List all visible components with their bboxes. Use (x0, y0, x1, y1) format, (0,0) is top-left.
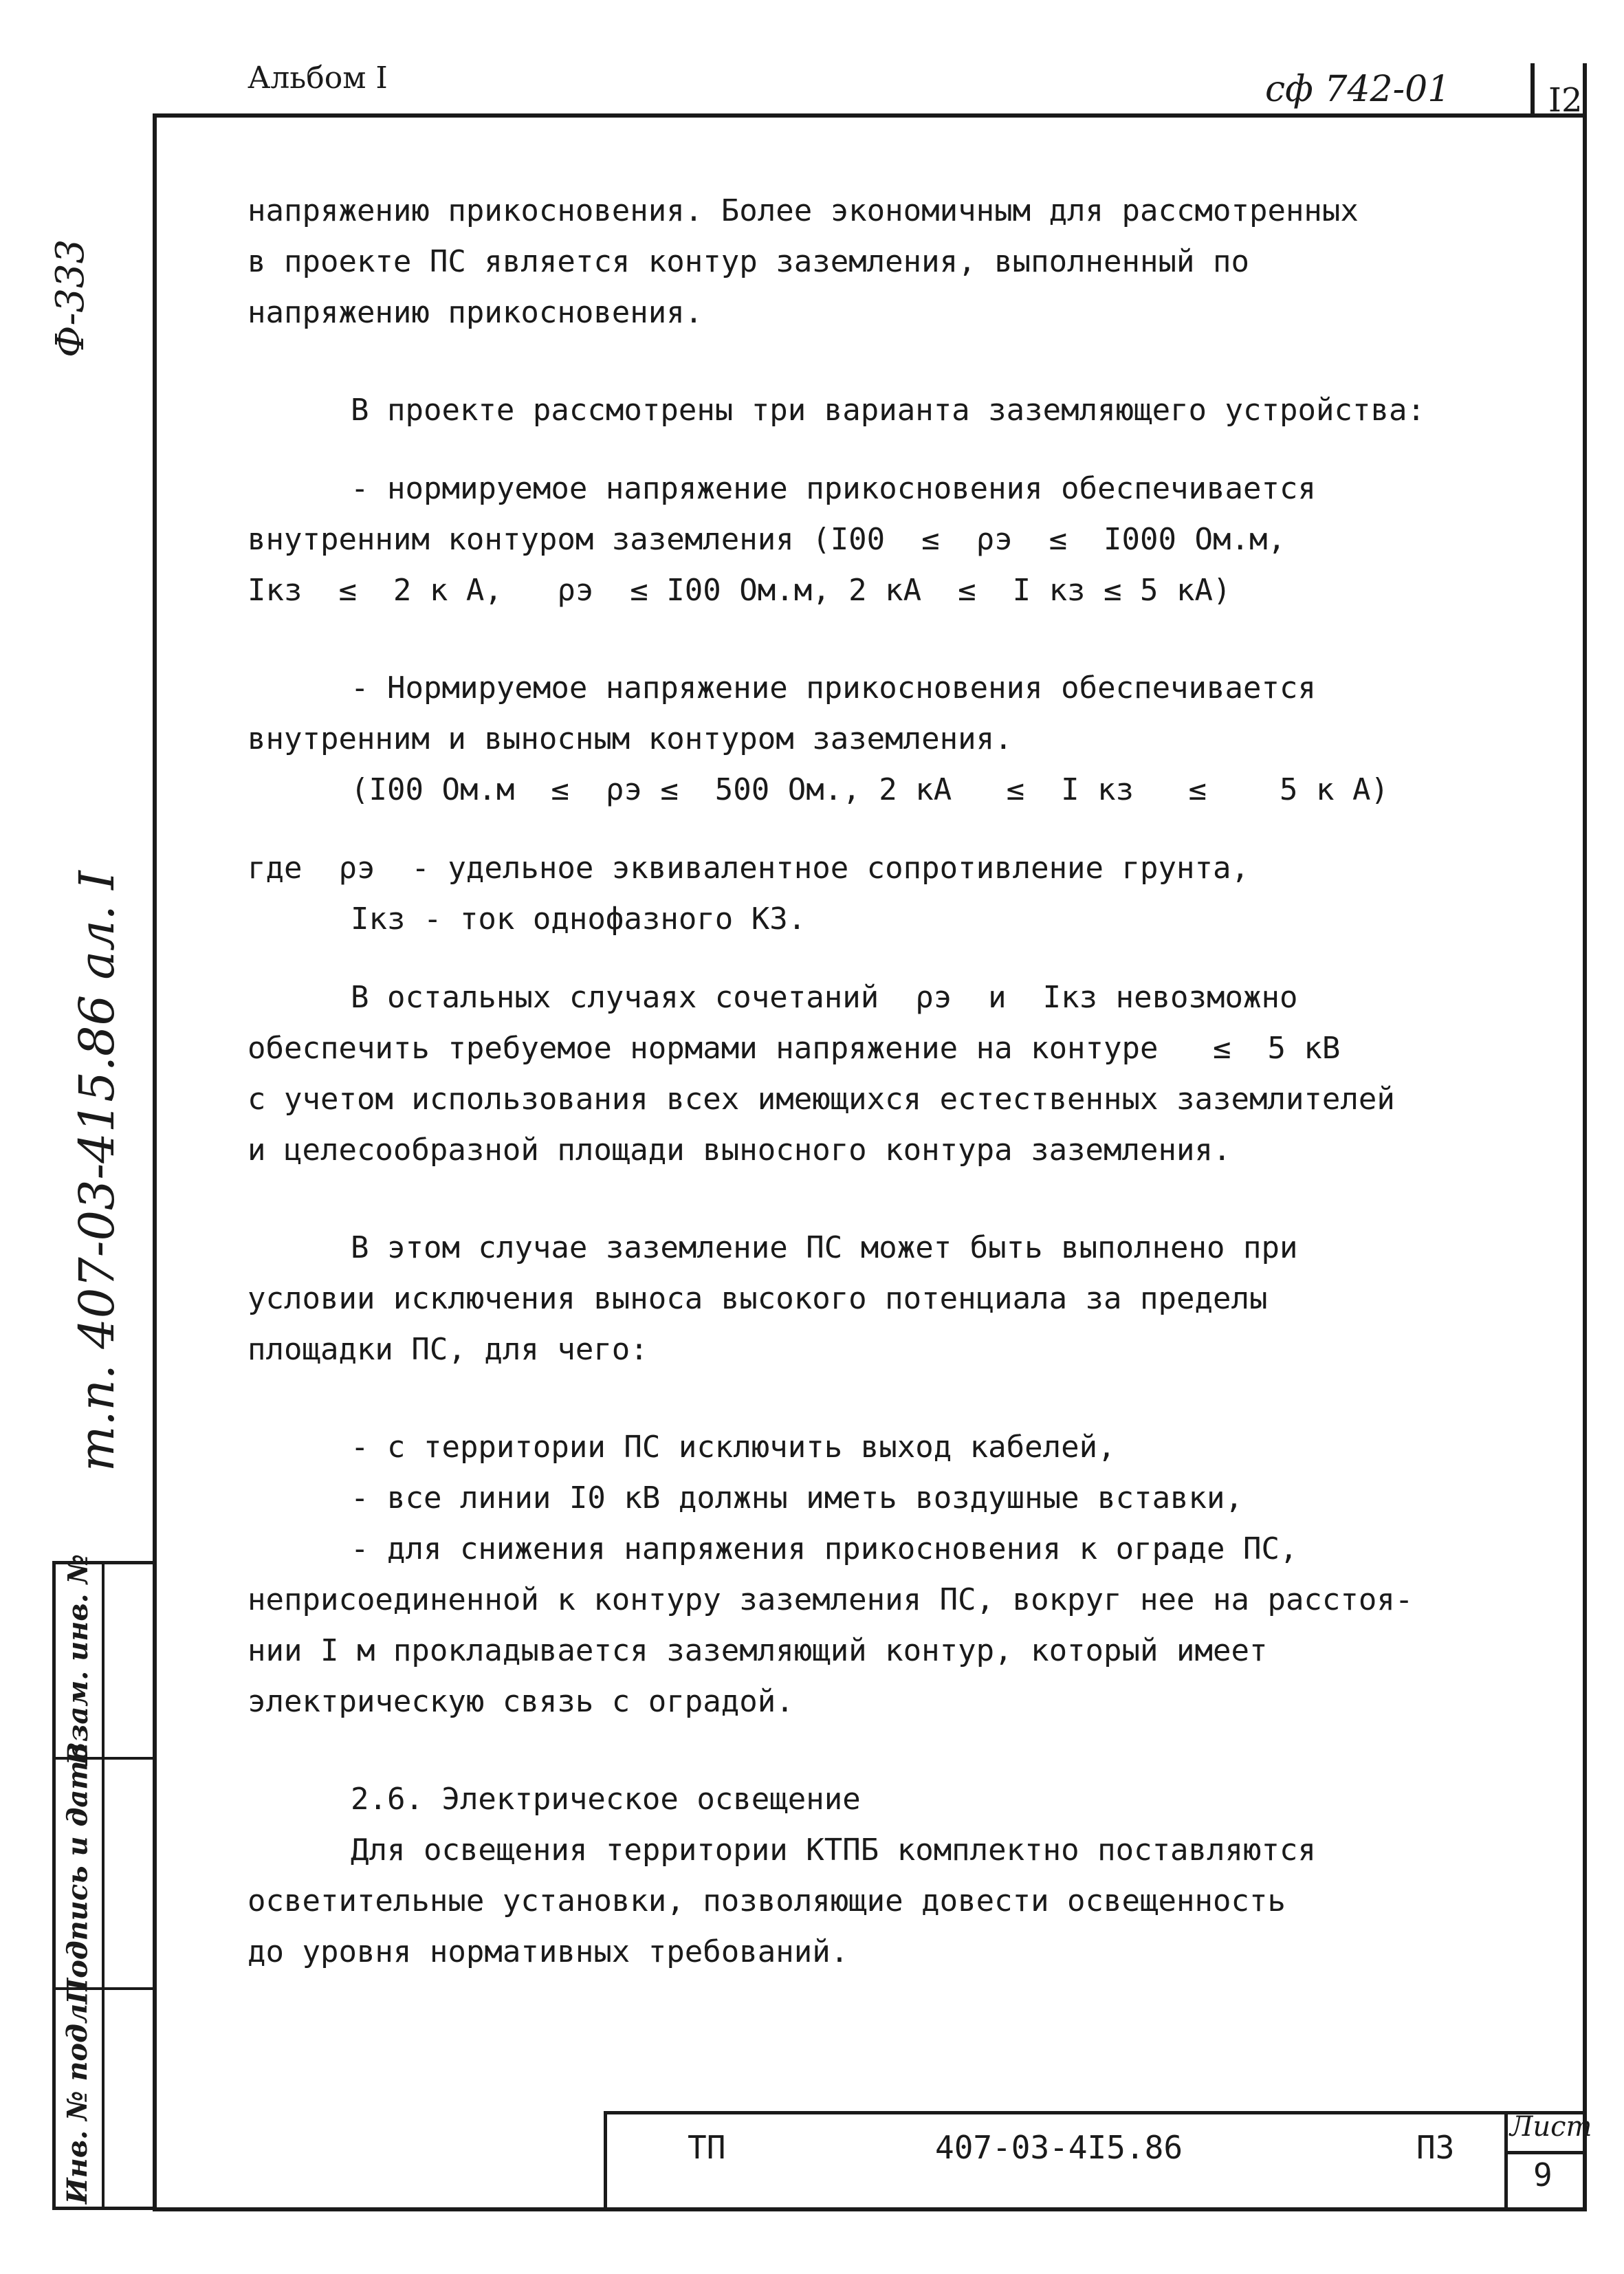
title-block-sheet-label: Лист (1510, 2111, 1592, 2143)
text-line: Iкз - ток однофазного КЗ. (351, 901, 806, 937)
text-line: условии исключения выноса высокого потенциала за пределы (248, 1281, 1268, 1316)
text-line: напряжению прикосновения. Более экономичным для рассмотренных (248, 193, 1359, 228)
sheet-number-separator (1530, 63, 1535, 117)
text-line: электрическую связь с оградой. (248, 1684, 794, 1719)
text-line: где ρэ - удельное эквивалентное сопротивление грунта, (248, 851, 1249, 886)
text-line: площадки ПС, для чего: (248, 1332, 648, 1367)
text-line: внутренним контуром заземления (I00 ≤ ρэ ≤ I000 Ом.м, (248, 522, 1286, 557)
margin-stamp-divider (102, 1561, 105, 2210)
text-line: Iкз ≤ 2 к А, ρэ ≤ I00 Ом.м, 2 кА ≤ I кз ≤ 5 кА) (248, 573, 1231, 608)
document-body (248, 186, 1574, 1978)
stamp-cell-inventory: Инв. № подл. (61, 1993, 94, 2204)
text-line: (I00 Ом.м ≤ ρэ ≤ 500 Ом., 2 кА ≤ I кз ≤ 5 к А) (351, 772, 1389, 807)
text-line: в проекте ПС является контур заземления, выполненный по (248, 244, 1249, 279)
title-block-tp: ТП (688, 2129, 726, 2166)
frame-right-border (1583, 63, 1587, 2211)
text-line: до уровня нормативных требований. (248, 1934, 849, 1969)
title-block-divider (1504, 2151, 1587, 2154)
text-line: - все линии I0 кВ должны иметь воздушные вставки, (351, 1480, 1244, 1516)
album-label: Альбом I (248, 61, 388, 96)
stamp-cell-replacement: Взам. инв. № (61, 1554, 94, 1765)
section-heading: 2.6. Электрическое освещение (351, 1782, 861, 1817)
title-block-page-number: 9 (1533, 2156, 1552, 2194)
frame-left-border (153, 113, 157, 2211)
text-line: - с территории ПС исключить выход кабелей, (351, 1430, 1116, 1465)
project-code-margin: т.п. 407-03-415.86 ал. I (69, 871, 125, 1472)
text-line: неприсоединенной к контуру заземления ПС, вокруг нее на расстоя- (248, 1582, 1414, 1617)
text-line: и целесообразной площади выносного контура заземления. (248, 1133, 1231, 1168)
form-code: Ф-333 (48, 239, 93, 358)
text-line: Для освещения территории КТПБ комплектно поставляются (351, 1833, 1316, 1868)
text-line: с учетом использования всех имеющихся естественных заземлителей (248, 1082, 1395, 1117)
text-line: - для снижения напряжения прикосновения к ограде ПС, (351, 1531, 1298, 1566)
text-line: - нормируемое напряжение прикосновения обеспечивается (351, 471, 1316, 506)
text-line: осветительные установки, позволяющие довести освещенность (248, 1883, 1286, 1918)
text-line: В этом случае заземление ПС может быть выполнено при (351, 1230, 1298, 1265)
text-line: - Нормируемое напряжение прикосновения обеспечивается (351, 670, 1316, 706)
text-line: нии I м прокладывается заземляющий контур, который имеет (248, 1633, 1268, 1668)
text-line: обеспечить требуемое нормами напряжение на контуре ≤ 5 кВ (248, 1031, 1341, 1066)
stamp-cell-signature: Подпись и дата (61, 1742, 94, 2004)
title-block-number: 407-03-4I5.86 (935, 2129, 1183, 2166)
frame-top-border (157, 113, 1587, 118)
text-line: В проекте рассмотрены три варианта заземляющего устройства: (351, 393, 1425, 428)
title-block-divider (1504, 2111, 1508, 2211)
document-code: сф 742-01 (1265, 69, 1451, 110)
text-line: В остальных случаях сочетаний ρэ и Iкз невозможно (351, 980, 1298, 1015)
text-line: внутренним и выносным контуром заземления. (248, 721, 1013, 756)
text-line: напряжению прикосновения. (248, 295, 703, 330)
sheet-number-top: I2 (1548, 81, 1583, 120)
title-block-doc: ПЗ (1416, 2129, 1455, 2166)
